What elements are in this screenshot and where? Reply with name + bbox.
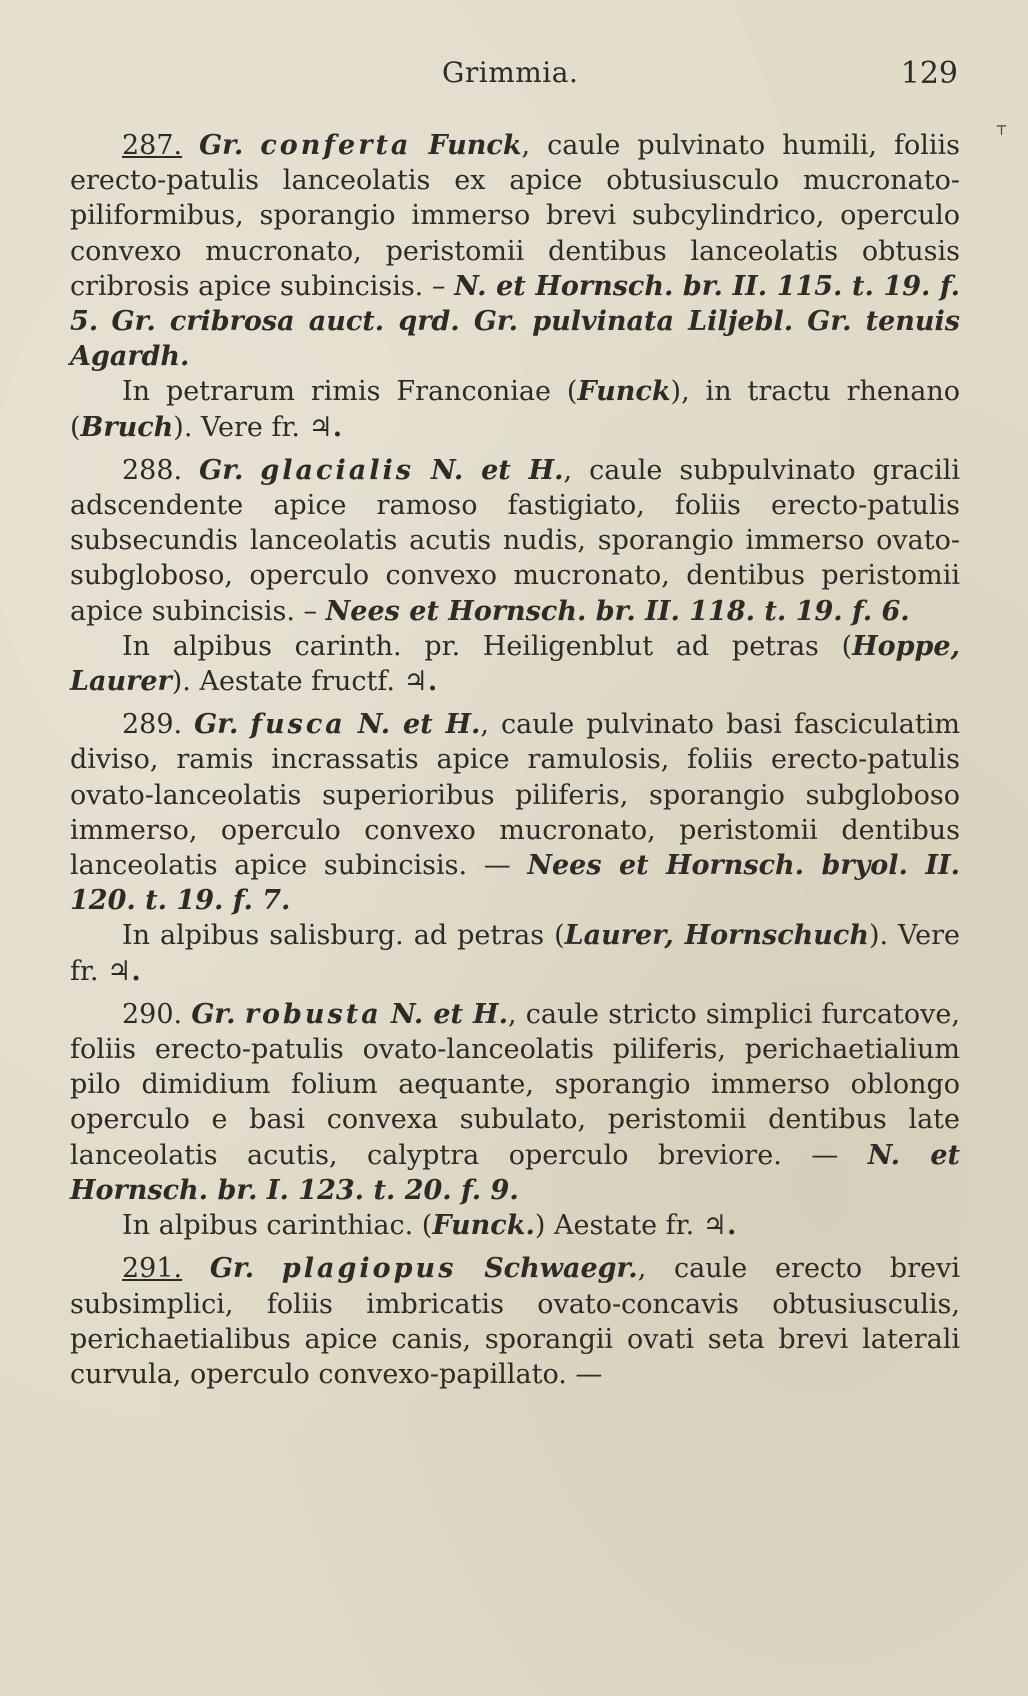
habitat-paragraph — [70, 1208, 960, 1243]
diagnosis-paragraph — [70, 997, 960, 1208]
diagnosis-text: , caule stricto simplici furcatove, foliis erecto-patulis ovato-lanceolatis piliferis, perichaetialium pilo dimidium folium aequante, sporangio immerso oblongo operculo e basi convexa subulato, peristomii dentibus late lanceolatis acutis, calyptra operculo breviore. — — [70, 998, 960, 1171]
habitat-paragraph — [70, 374, 960, 444]
genus-abbrev: Gr. — [199, 130, 244, 161]
collector: Hoppe, Laurer — [70, 630, 960, 698]
perennial-symbol: ♃. — [107, 955, 141, 987]
literature-reference: N. et Hornsch. br. II. 115. t. 19. f. 5. — [70, 270, 960, 338]
page-header — [70, 56, 960, 96]
species-entry-290 — [70, 997, 960, 1243]
habitat-text: ), in tractu rhenano ( — [70, 376, 960, 443]
habitat-text: In petrarum rimis Franconiae ( — [122, 376, 578, 408]
literature-reference: Nees et Hornsch. bryol. II. 120. t. 19. f. 7. — [70, 850, 961, 917]
diagnosis-paragraph — [70, 128, 960, 374]
genus-abbrev: Gr. — [194, 709, 239, 741]
species-author: N. et H. — [390, 998, 508, 1030]
species-name: glacialis — [260, 454, 414, 486]
species-name: plagiopus — [281, 1253, 457, 1285]
habitat-text: In alpibus salisburg. ad petras ( — [122, 920, 565, 952]
page-number: 129 — [900, 56, 958, 91]
habitat-text: ) Aestate fr. — [534, 1210, 695, 1242]
running-title: Grimmia. — [442, 56, 579, 89]
entry-number: 287. — [122, 130, 183, 161]
collector: Funck — [577, 376, 671, 408]
species-name: robusta — [244, 998, 382, 1030]
diagnosis-text: , caule pulvinato humili, foliis erecto-patulis lanceolatis ex apice obtusiusculo mucronato-piliformibus, sporangio immerso brevi subcylindrico, operculo convexo mucronato, peristomii dentibus lanceolatis obtusis cribrosis apice subincisis. – — [70, 130, 960, 302]
habitat-text: In alpibus carinth. pr. Heiligenblut ad petras ( — [122, 630, 853, 662]
habitat-paragraph — [70, 918, 960, 988]
genus-abbrev: Gr. — [209, 1253, 255, 1285]
species-author: Schwaegr. — [484, 1253, 638, 1285]
margin-mark: ⸆ — [996, 122, 1008, 147]
literature-reference: Nees et Hornsch. br. II. 118. t. 19. f. 6. — [325, 595, 910, 627]
entry-number: 291. — [122, 1253, 183, 1285]
species-author: N. et H. — [430, 454, 564, 486]
habitat-text: ). Vere fr. — [70, 920, 960, 987]
entry-number: 289. — [122, 709, 183, 741]
species-name: conferta — [260, 130, 412, 161]
diagnosis-paragraph — [70, 453, 960, 629]
diagnosis-text: , caule subpulvinato gracili adscendente apice ramoso fastigiato, foliis erecto-patulis subsecundis lanceolatis acutis nudis, sporangio immerso ovato-subgloboso, operculo convexo mucronato, dentibus peristomii apice subincisis. – — [70, 454, 960, 627]
species-entry-291 — [70, 1251, 960, 1392]
species-author: N. et H. — [357, 709, 481, 741]
species-entry-287 — [70, 128, 960, 445]
habitat-text: ). Aestate fructf. — [171, 666, 396, 698]
synonyms: Gr. cribrosa auct. qrd. Gr. pulvinata Liljebl. Gr. tenuis Agardh. — [70, 306, 960, 373]
species-author: Funck — [428, 130, 522, 161]
diagnosis-text: , caule pulvinato basi fasciculatim diviso, ramis incrassatis apice ramulosis, foliis erecto-patulis ovato-lanceolatis superioribus piliferis, sporangio subgloboso immerso, operculo convexo mucronato, peristomii dentibus lanceolatis apice subincisis. — — [70, 709, 960, 882]
perennial-symbol: ♃. — [403, 666, 438, 698]
species-entries — [70, 128, 960, 1392]
literature-reference: N. et Hornsch. br. I. 123. t. 20. f. 9. — [70, 1139, 960, 1206]
species-name: fusca — [250, 709, 346, 741]
collector: Bruch — [80, 411, 174, 443]
habitat-text: In alpibus carinthiac. ( — [122, 1210, 433, 1242]
diagnosis-paragraph — [70, 1251, 960, 1392]
habitat-paragraph — [70, 629, 960, 699]
genus-abbrev: Gr. — [191, 998, 236, 1030]
diagnosis-text: , caule erecto brevi subsimplici, foliis imbricatis ovato-concavis obtusiusculis, perichaetialibus apice canis, sporangii ovati seta brevi laterali curvula, operculo convexo-papillato. — — [70, 1253, 960, 1390]
entry-number: 288. — [122, 454, 183, 486]
collector: Laurer, Hornschuch — [564, 920, 869, 952]
diagnosis-paragraph — [70, 707, 960, 918]
entry-number: 290. — [122, 998, 183, 1030]
perennial-symbol: ♃. — [702, 1210, 737, 1242]
collector: Funck. — [432, 1210, 535, 1242]
species-entry-288 — [70, 453, 960, 699]
perennial-symbol: ♃. — [308, 411, 343, 443]
species-entry-289 — [70, 707, 960, 989]
habitat-text: ). Vere fr. — [173, 411, 300, 443]
genus-abbrev: Gr. — [199, 454, 244, 486]
